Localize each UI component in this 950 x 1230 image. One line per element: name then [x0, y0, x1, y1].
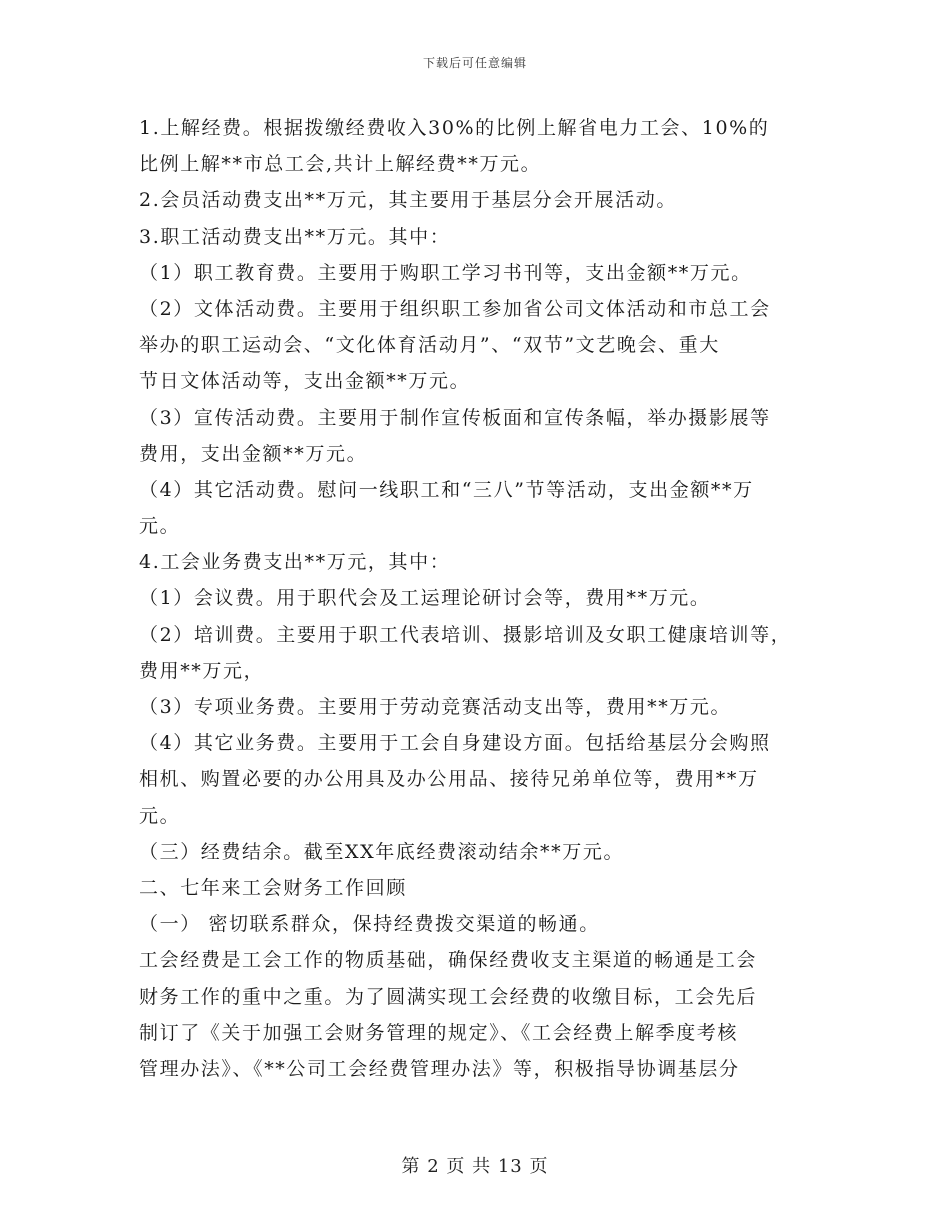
body-line: 相机、购置必要的办公用具及办公用品、接待兄弟单位等，费用**万	[139, 768, 759, 791]
body-line: 费用，支出金额**万元。	[139, 442, 368, 465]
body-line: 2.会员活动费支出**万元，其主要用于基层分会开展活动。	[139, 189, 677, 212]
body-line: 元。	[139, 804, 181, 827]
body-line: （1）会议费。用于职代会及工运理论研讨会等，费用**万元。	[139, 587, 711, 610]
body-line: 工会经费是工会工作的物质基础，确保经费收支主渠道的畅通是工会	[139, 949, 758, 972]
body-line: 4.工会业务费支出**万元，其中：	[139, 551, 451, 574]
body-line: 比例上解**市总工会,共计上解经费**万元。	[139, 153, 542, 176]
body-line: （三）经费结余。截至XX年底经费滚动结余**万元。	[139, 840, 625, 863]
body-line: （3）宣传活动费。主要用于制作宣传板面和宣传条幅，举办摄影展等	[139, 406, 771, 429]
body-line: （1）职工教育费。主要用于购职工学习书刊等，支出金额**万元。	[139, 261, 752, 284]
page-number-footer: 第 2 页 共 13 页	[401, 1156, 549, 1177]
body-line: 节日文体活动等，支出金额**万元。	[139, 370, 471, 393]
document-body	[139, 110, 819, 1087]
body-line: （4）其它活动费。慰问一线职工和“三八”节等活动，支出金额**万	[139, 478, 754, 501]
body-line: 3.职工活动费支出**万元。其中：	[139, 225, 451, 248]
body-line: （4）其它业务费。主要用于工会自身建设方面。包括给基层分会购照	[139, 732, 771, 755]
body-line: 元。	[139, 515, 181, 538]
body-line: 财务工作的重中之重。为了圆满实现工会经费的收缴目标，工会先后	[139, 985, 758, 1008]
body-line: 费用**万元，	[139, 659, 265, 682]
section-heading: 二、七年来工会财务工作回顾	[139, 876, 407, 899]
body-line: 1.上解经费。根据拨缴经费收入30%的比例上解省电力工会、10%的	[139, 117, 770, 139]
body-line: 管理办法》、《**公司工会经费管理办法》等，积极指导协调基层分	[139, 1057, 740, 1080]
body-line: （2）培训费。主要用于职工代表培训、摄影培训及女职工健康培训等，	[139, 623, 792, 646]
subsection-heading: （一） 密切联系群众，保持经费拨交渠道的畅通。	[139, 913, 600, 936]
body-line: （2）文体活动费。主要用于组织职工参加省公司文体活动和市总工会	[139, 297, 771, 320]
body-line: 制订了《关于加强工会财务管理的规定》、《工会经费上解季度考核	[139, 1021, 739, 1044]
page-header-note: 下载后可任意编辑	[422, 56, 527, 70]
body-line: （3）专项业务费。主要用于劳动竞赛活动支出等，费用**万元。	[139, 696, 732, 718]
body-line: 举办的职工运动会、“文化体育活动月”、“双节”文艺晚会、重大	[139, 334, 720, 357]
